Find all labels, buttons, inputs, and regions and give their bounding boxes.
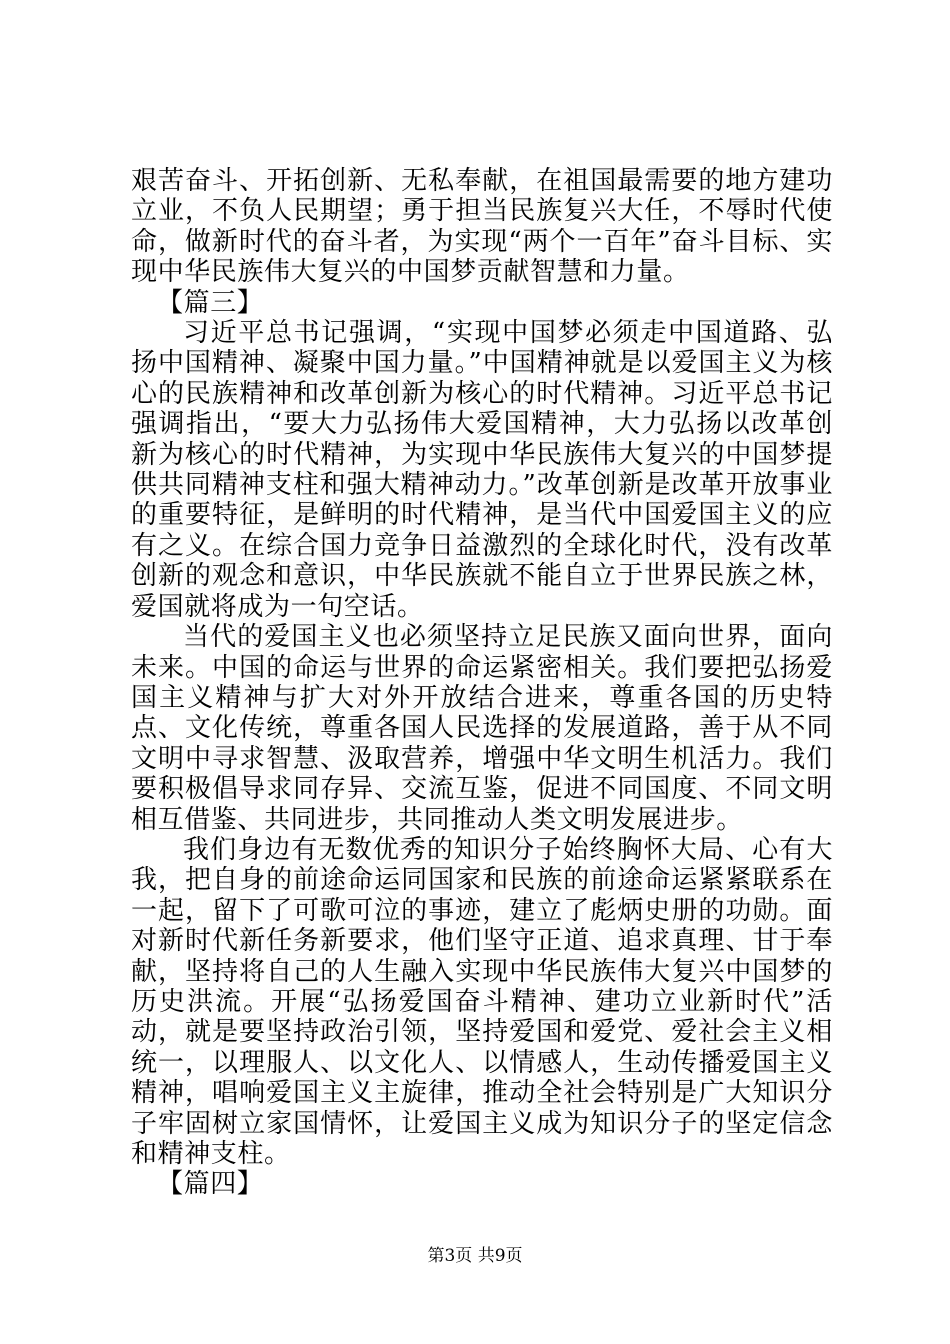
- paragraph: 当代的爱国主义也必须坚持立足民族又面向世界，面向未来。中国的命运与世界的命运紧密相关。我们要把弘扬爱国主义精神与扩大对外开放结合进来，尊重各国的历史特点、文化传统，尊重各国人民选择的发展道路，善于从不同文明中寻求智慧、汲取营养，增强中华文明生机活力。我们要积极倡导求同存异、交流互鉴，促进不同国度、不同文明相互借鉴、共同进步，共同推动人类文明发展进步。: [131, 622, 833, 835]
- page-number: 第3页 共9页: [427, 1246, 523, 1266]
- section-heading-4: 【篇四】: [157, 1169, 264, 1200]
- page-footer: [0, 1246, 950, 1266]
- paragraph: 我们身边有无数优秀的知识分子始终胸怀大局、心有大我，把自身的前途命运同国家和民族的前途命运紧紧联系在一起，留下了可歌可泣的事迹，建立了彪炳史册的功勋。面对新时代新任务新要求，他们坚守正道、追求真理、甘于奉献，坚持将自己的人生融入实现中华民族伟大复兴中国梦的历史洪流。开展“弘扬爱国奋斗精神、建功立业新时代”活动，就是要坚持政治引领，坚持爱国和爱党、爱社会主义相统一，以理服人、以文化人、以情感人，生动传播爱国主义精神，唱响爱国主义主旋律，推动全社会特别是广大知识分子牢固树立家国情怀，让爱国主义成为知识分子的坚定信念和精神支柱。: [131, 834, 833, 1169]
- document-body: [131, 166, 833, 1200]
- section-heading-3: 【篇三】: [157, 287, 264, 318]
- paragraph: 习近平总书记强调，“实现中国梦必须走中国道路、弘扬中国精神、凝聚中国力量。”中国精神就是以爱国主义为核心的民族精神和改革创新为核心的时代精神。习近平总书记强调指出，“要大力弘扬伟大爱国精神，大力弘扬以改革创新为核心的时代精神，为实现中华民族伟大复兴的中国梦提供共同精神支柱和强大精神动力。”改革创新是改革开放事业的重要特征，是鲜明的时代精神，是当代中国爱国主义的应有之义。在综合国力竞争日益激烈的全球化时代，没有改革创新的观念和意识，中华民族就不能自立于世界民族之林，爱国就将成为一句空话。: [131, 318, 833, 622]
- paragraph-continuation: 艰苦奋斗、开拓创新、无私奉献，在祖国最需要的地方建功立业，不负人民期望；勇于担当民族复兴大任，不辱时代使命，做新时代的奋斗者，为实现“两个一百年”奋斗目标、实现中华民族伟大复兴的中国梦贡献智慧和力量。: [131, 166, 833, 288]
